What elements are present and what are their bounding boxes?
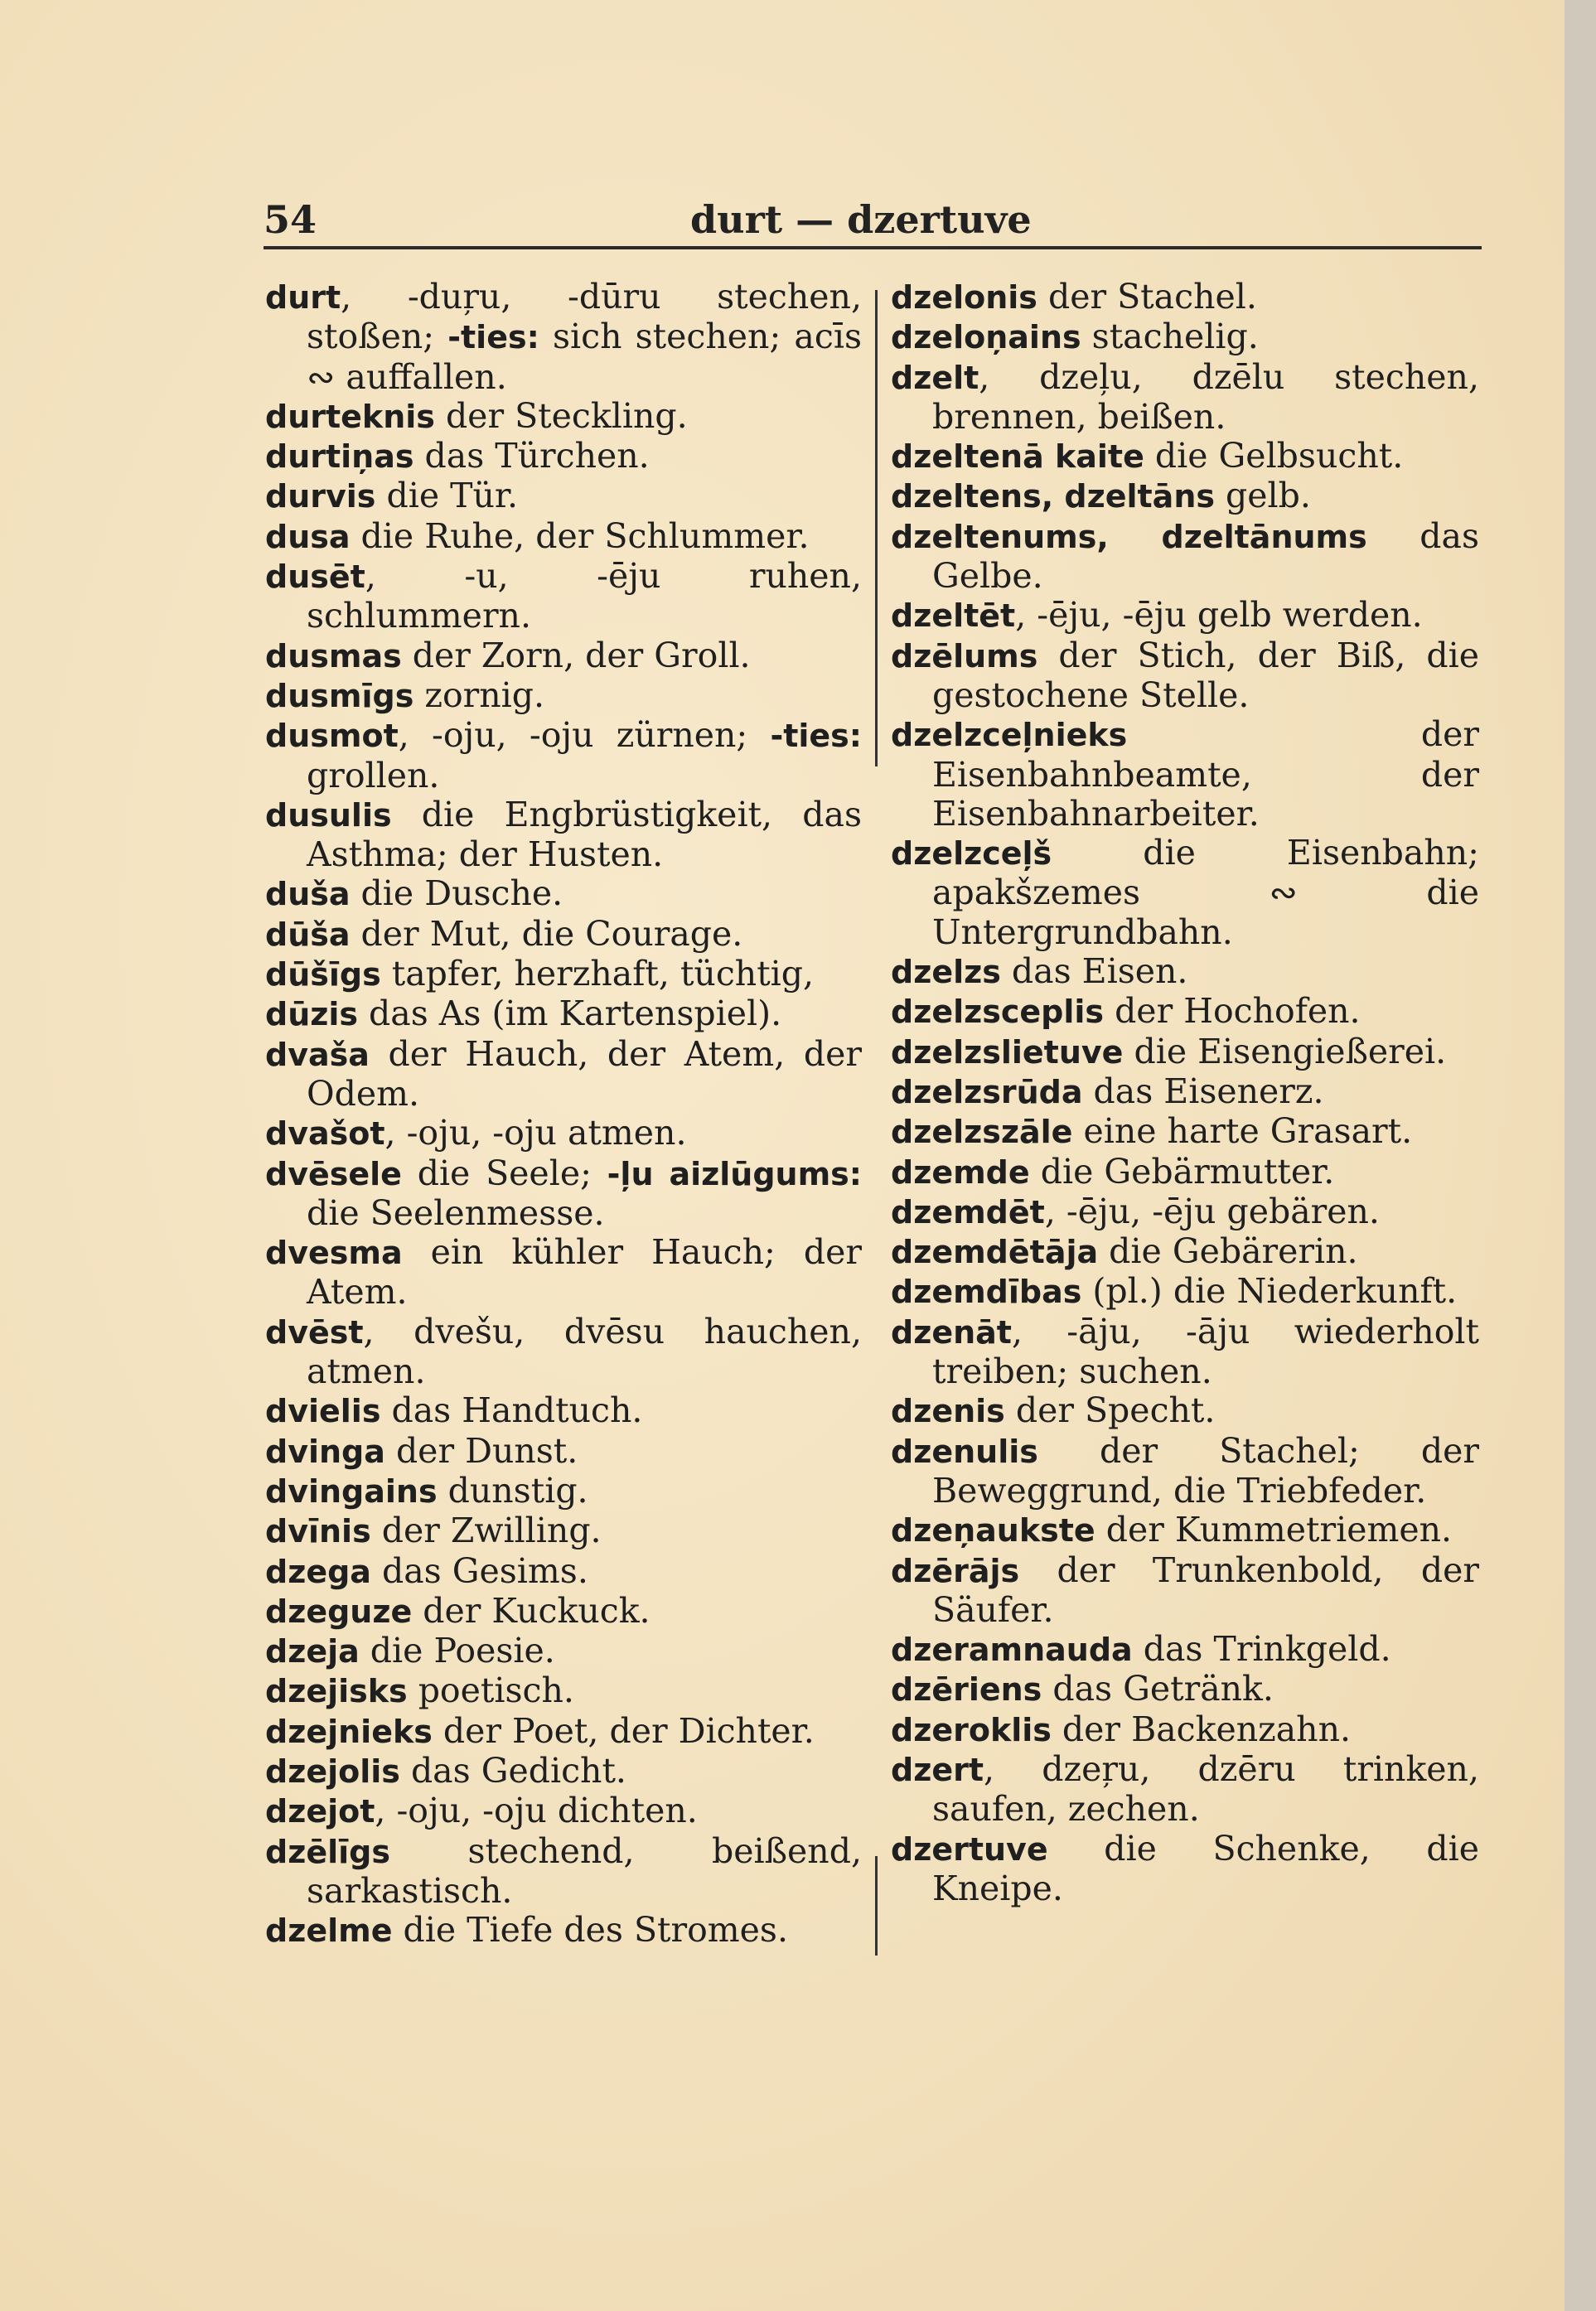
- headword: dzemdēt: [891, 1193, 1045, 1230]
- dictionary-entry: durtiņas das Türchen.: [265, 436, 650, 476]
- dictionary-entry: dusēt, -u, -ēju ruhen, schlummern.: [265, 556, 862, 636]
- headword: dzeja: [265, 1633, 360, 1670]
- dictionary-entry: dvaša der Hauch, der Atem, der Odem.: [265, 1033, 862, 1114]
- dictionary-entry: dzeja die Poesie.: [265, 1631, 555, 1671]
- dictionary-entry: dzeroklis der Backenzahn.: [891, 1709, 1352, 1749]
- dictionary-entry: dzenulis der Stachel; der Beweggrund, die Triebfeder.: [891, 1430, 1479, 1511]
- headword: dzelzsceplis: [891, 994, 1105, 1031]
- headword: durvis: [265, 478, 376, 515]
- headword: dvēsele: [265, 1155, 402, 1192]
- headword: dzertuve: [891, 1830, 1048, 1868]
- headword: -ļu aizlūgums:: [607, 1155, 862, 1192]
- headword: dūšīgs: [265, 956, 381, 994]
- headword: dzeltens, dzeltāns: [891, 478, 1215, 515]
- dictionary-entry: dzeltenums, dzeltānums das Gelbe.: [891, 515, 1480, 597]
- dictionary-entry: dvielis das Handtuch.: [265, 1390, 643, 1431]
- headword: dzelzszāle: [891, 1114, 1073, 1151]
- column-divider-lower: [875, 1856, 878, 1956]
- headword: dzeramnauda: [891, 1632, 1133, 1669]
- headword: dzejnieks: [265, 1713, 433, 1750]
- dictionary-entry: dzeltens, dzeltāns gelb.: [891, 476, 1311, 516]
- headword: dūzis: [265, 996, 359, 1033]
- headword: dzērājs: [891, 1552, 1020, 1589]
- dictionary-entry: dusmīgs zornig.: [265, 674, 545, 715]
- dictionary-entry: dzēriens das Getränk.: [891, 1669, 1274, 1709]
- dictionary-entry: dvēst, dvešu, dvēsu hauchen, atmen.: [265, 1311, 862, 1392]
- dictionary-entry: dūša der Mut, die Courage.: [265, 913, 743, 954]
- headword: dusēt: [265, 558, 365, 596]
- dictionary-entry: duša die Dusche.: [265, 873, 563, 914]
- headword: dzejolis: [265, 1753, 400, 1790]
- headword: -ties:: [447, 319, 539, 356]
- dictionary-entry: durteknis der Steckling.: [265, 395, 688, 436]
- headword: dzeloņains: [891, 319, 1081, 356]
- header-rule: [264, 246, 1482, 249]
- dictionary-entry: dzenis der Specht.: [891, 1390, 1216, 1431]
- running-head: durt — dzertuve: [690, 197, 1032, 242]
- page-header: [264, 197, 1482, 247]
- scan-background-edge: [1565, 0, 1596, 2311]
- dictionary-entry: dzega das Gesims.: [265, 1550, 588, 1591]
- headword: dzenulis: [891, 1433, 1038, 1470]
- dictionary-entry: dzeloņains stachelig.: [891, 317, 1259, 357]
- dictionary-entry: dvīnis der Zwilling.: [265, 1511, 602, 1551]
- headword: dvingains: [265, 1472, 438, 1510]
- headword: durtiņas: [265, 438, 414, 476]
- dictionary-entry: dvingains dunstig.: [265, 1470, 588, 1511]
- dictionary-entry: dzelzslietuve die Eisengießerei.: [891, 1031, 1447, 1071]
- dictionary-entry: dūzis das As (im Kartenspiel).: [265, 994, 782, 1034]
- dictionary-entry: dzeguze der Kuckuck.: [265, 1590, 650, 1631]
- dictionary-entry: dzemdēt, -ēju, -ēju gebären.: [891, 1191, 1380, 1231]
- dictionary-entry: dzejolis das Gedicht.: [265, 1750, 626, 1791]
- dictionary-entry: durt, -duŗu, -dūru stechen, stoßen; -ties: sich stechen; acīs ∾ auffallen.: [265, 277, 862, 397]
- dictionary-entry: dzemdētāja die Gebärerin.: [891, 1231, 1358, 1272]
- headword: dzemdētāja: [891, 1234, 1099, 1271]
- headword: dzelme: [265, 1912, 393, 1950]
- headword: dzejisks: [265, 1673, 408, 1710]
- headword: dzelzslietuve: [891, 1033, 1124, 1071]
- headword: dzelzsrūda: [891, 1073, 1083, 1110]
- headword: dusa: [265, 518, 351, 555]
- headword: dzelzceļnieks: [891, 717, 1128, 754]
- column-divider-upper: [875, 290, 878, 766]
- dictionary-entry: dusa die Ruhe, der Schlummer.: [265, 515, 810, 556]
- dictionary-entry: dzenāt, -āju, -āju wiederholt treiben; suchen.: [891, 1311, 1479, 1392]
- headword: durteknis: [265, 398, 435, 435]
- dictionary-entry: dzelzsrūda das Eisenerz.: [891, 1071, 1324, 1111]
- headword: dzeroklis: [891, 1711, 1052, 1748]
- dictionary-entry: dzelzceļš die Eisenbahn; apakšzemes ∾ die Untergrundbahn.: [891, 833, 1479, 952]
- dictionary-entry: dzēlums der Stich, der Biß, die gestochene Stelle.: [891, 635, 1479, 715]
- dictionary-entry: dzelzceļnieks der Eisenbahnbeamte, der Eisenbahnarbeiter.: [891, 714, 1479, 834]
- dictionary-entry: dzelonis der Stachel.: [891, 277, 1257, 317]
- headword: dvēst: [265, 1313, 364, 1351]
- headword: dzeltenums, dzeltānums: [891, 518, 1367, 555]
- dictionary-entry: dzeltenā kaite die Gelbsucht.: [891, 436, 1404, 476]
- headword: dzenāt: [891, 1313, 1012, 1351]
- dictionary-entry: dzeramnauda das Trinkgeld.: [891, 1629, 1391, 1670]
- dictionary-entry: dzelzs das Eisen.: [891, 951, 1188, 992]
- dictionary-entry: dvesma ein kühler Hauch; der Atem.: [265, 1232, 862, 1313]
- dictionary-entry: dzelt, dzeļu, dzēlu stechen, brennen, beißen.: [891, 356, 1479, 437]
- headword: durt: [265, 279, 341, 316]
- dictionary-entry: dzērājs der Trunkenbold, der Säufer.: [891, 1550, 1479, 1630]
- headword: duša: [265, 876, 351, 913]
- headword: dzēlīgs: [265, 1833, 390, 1870]
- headword: dzelzs: [891, 954, 1001, 991]
- headword: dvielis: [265, 1393, 381, 1430]
- headword: dzega: [265, 1553, 371, 1590]
- dictionary-entry: dzejnieks der Poet, der Dichter.: [265, 1710, 815, 1751]
- dictionary-entry: dzejot, -oju, -oju dichten.: [265, 1791, 698, 1831]
- dictionary-entry: durvis die Tür.: [265, 476, 518, 516]
- headword: dusmīgs: [265, 677, 414, 714]
- headword: dzeņaukste: [891, 1512, 1095, 1550]
- headword: dvinga: [265, 1433, 385, 1470]
- headword: dvaša: [265, 1036, 370, 1073]
- headword: dzēlums: [891, 637, 1038, 674]
- headword: dzēriens: [891, 1671, 1042, 1709]
- dictionary-entry: dūšīgs tapfer, herzhaft, tüchtig,: [265, 954, 815, 994]
- headword: dzemdības: [891, 1274, 1082, 1311]
- dictionary-entry: dzēlīgs stechend, beißend, sarkastisch.: [265, 1830, 862, 1911]
- headword: dzejot: [265, 1793, 375, 1830]
- dictionary-entry: dzert, dzeŗu, dzēru trinken, saufen, zechen.: [891, 1748, 1479, 1830]
- dictionary-entry: dusmas der Zorn, der Groll.: [265, 635, 751, 675]
- dictionary-entry: dzeltēt, -ēju, -ēju gelb werden.: [891, 595, 1423, 636]
- headword: dzemde: [891, 1153, 1030, 1191]
- headword: dusulis: [265, 796, 392, 834]
- headword: -ties:: [770, 718, 862, 755]
- headword: dvīnis: [265, 1513, 371, 1550]
- dictionary-entry: dzertuve die Schenke, die Kneipe.: [891, 1828, 1479, 1908]
- dictionary-entry: dvēsele die Seele; -ļu aizlūgums: die Seelenmesse.: [265, 1153, 862, 1233]
- headword: dusmas: [265, 637, 402, 674]
- headword: dzeltenā kaite: [891, 438, 1144, 476]
- headword: dzert: [891, 1751, 984, 1788]
- headword: dzenis: [891, 1393, 1005, 1430]
- dictionary-entry: dzemde die Gebärmutter.: [891, 1151, 1335, 1192]
- page-number: 54: [264, 197, 317, 242]
- dictionary-entry: dvinga der Dunst.: [265, 1430, 578, 1471]
- dictionary-entry: dzelzsceplis der Hochofen.: [891, 991, 1361, 1032]
- dictionary-entry: dzemdības (pl.) die Niederkunft.: [891, 1271, 1458, 1312]
- headword: dzeguze: [265, 1593, 413, 1630]
- headword: dzelonis: [891, 279, 1037, 316]
- dictionary-entry: dzelme die Tiefe des Stromes.: [265, 1910, 789, 1951]
- headword: dvašot: [265, 1115, 385, 1153]
- headword: dūša: [265, 916, 351, 953]
- dictionary-entry: dzelzszāle eine harte Grasart.: [891, 1111, 1413, 1152]
- headword: dzelzceļš: [891, 835, 1052, 873]
- headword: dvesma: [265, 1235, 403, 1272]
- dictionary-entry: dusmot, -oju, -oju zürnen; -ties: grollen.: [265, 715, 862, 795]
- headword: dzeltēt: [891, 597, 1016, 635]
- headword: dusmot: [265, 718, 399, 755]
- dictionary-entry: dvašot, -oju, -oju atmen.: [265, 1113, 687, 1153]
- dictionary-entry: dzeņaukste der Kummetriemen.: [891, 1510, 1453, 1550]
- dictionary-entry: dusulis die Engbrüstigkeit, das Asthma; der Husten.: [265, 794, 862, 875]
- headword: dzelt: [891, 359, 979, 396]
- left-column: [265, 278, 862, 1951]
- right-column: [891, 278, 1479, 1908]
- dictionary-entry: dzejisks poetisch.: [265, 1670, 574, 1711]
